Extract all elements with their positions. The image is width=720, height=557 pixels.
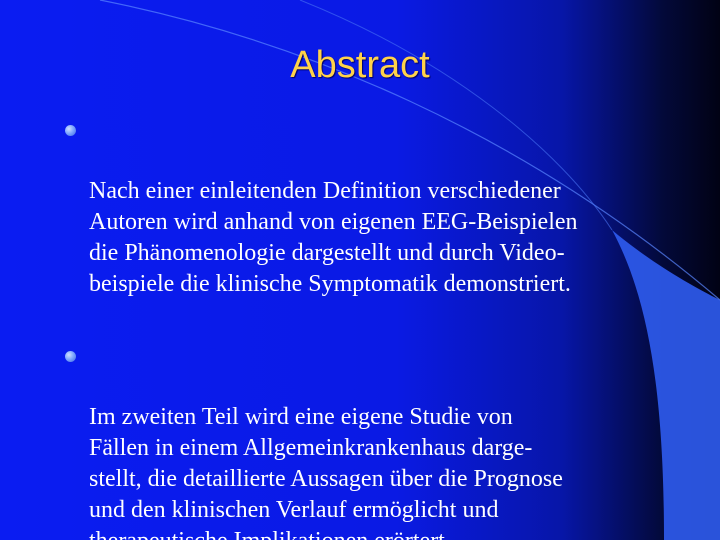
bullet-text: Nach einer einleitenden Definition verschiedener Autoren wird anhand von eigenen EEG-Beispielen die Phänomenologie dargestellt und durch Video- beispiele die klinische Symptomatik demonstriert. — [89, 178, 578, 297]
bullet-item — [62, 340, 662, 557]
bullet-text: Im zweiten Teil wird eine eigene Studie von Fällen in einem Allgemeinkrankenhaus darge- stellt, die detaillierte Aussagen über die Prognose und den klinischen Verlauf ermöglicht und therapeutische Implikationen erörtert. — [89, 404, 563, 554]
slide-title: Abstract — [290, 44, 430, 86]
bullet-list — [62, 114, 662, 557]
bullet-item — [62, 114, 662, 300]
bullet-dot-icon — [65, 351, 76, 362]
bullet-dot-icon — [65, 125, 76, 136]
